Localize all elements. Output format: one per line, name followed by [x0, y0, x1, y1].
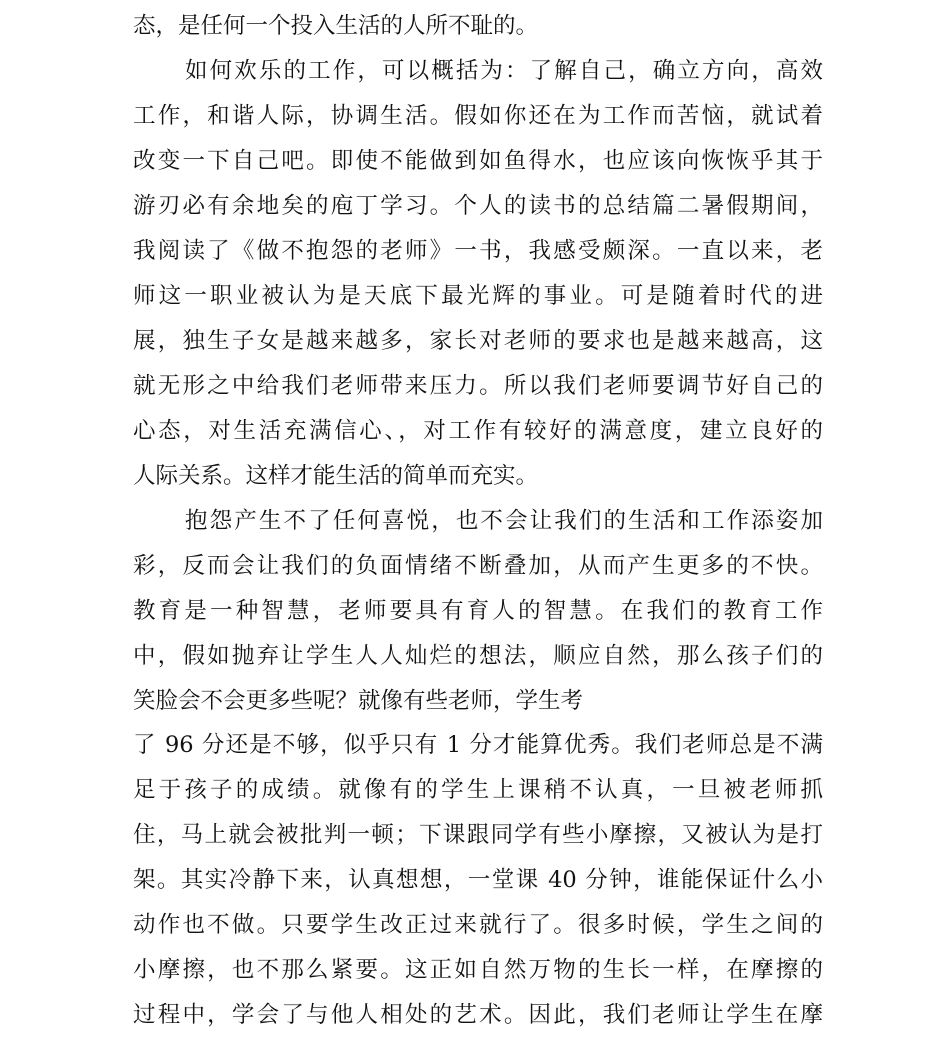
text-line: 人际关系。这样才能生活的简单而充实。	[133, 463, 539, 489]
text-line: 改变一下自己吧。即使不能做到如鱼得水，也应该向恢恢乎其于	[133, 148, 823, 174]
text-line: 中，假如抛弃让学生人人灿烂的想法，顺应自然，那么孩子们的	[133, 643, 823, 669]
text-line: 笑脸会不会更多些呢？就像有些老师，学生考	[133, 688, 584, 714]
text-line: 足于孩子的成绩。就像有的学生上课稍不认真，一旦被老师抓	[133, 777, 823, 803]
text-line: 住，马上就会被批判一顿；下课跟同学有些小摩擦，又被认为是打	[133, 822, 823, 848]
text-line: 过程中，学会了与他人相处的艺术。因此，我们老师让学生在摩	[133, 1002, 823, 1028]
text-line: 展，独生子女是越来越多，家长对老师的要求也是越来越高，这	[133, 328, 823, 354]
text-line: 就无形之中给我们老师带来压力。所以我们老师要调节好自己的	[133, 373, 823, 399]
text-line: 动作也不做。只要学生改正过来就行了。很多时候，学生之间的	[133, 912, 823, 938]
text-line: 小摩擦，也不那么紧要。这正如自然万物的生长一样，在摩擦的	[133, 957, 823, 983]
text-line: 彩，反而会让我们的负面情绪不断叠加，从而产生更多的不快。	[133, 553, 823, 579]
text-line: 师这一职业被认为是天底下最光辉的事业。可是随着时代的进	[133, 283, 823, 309]
text-line: 工作，和谐人际，协调生活。假如你还在为工作而苦恼，就试着	[133, 103, 823, 129]
paragraph-first-line: 如何欢乐的工作，可以概括为：了解自己，确立方向，高效	[185, 58, 823, 84]
text-line: 教育是一种智慧，老师要具有育人的智慧。在我们的教育工作	[133, 598, 823, 624]
text-line: 游刃必有余地矣的庖丁学习。个人的读书的总结篇二暑假期间，	[133, 193, 823, 219]
text-line: 架。其实冷静下来，认真想想，一堂课 40 分钟，谁能保证什么小	[133, 867, 823, 893]
text-line: 了 96 分还是不够，似乎只有 1 分才能算优秀。我们老师总是不满	[133, 732, 823, 758]
text-line: 态，是任何一个投入生活的人所不耻的。	[133, 13, 539, 39]
text-line: 心态，对生活充满信心、，对工作有较好的满意度，建立良好的	[133, 418, 823, 444]
text-line: 我阅读了《做不抱怨的老师》一书，我感受颇深。一直以来，老	[133, 238, 823, 264]
paragraph-first-line: 抱怨产生不了任何喜悦，也不会让我们的生活和工作添姿加	[185, 508, 823, 534]
